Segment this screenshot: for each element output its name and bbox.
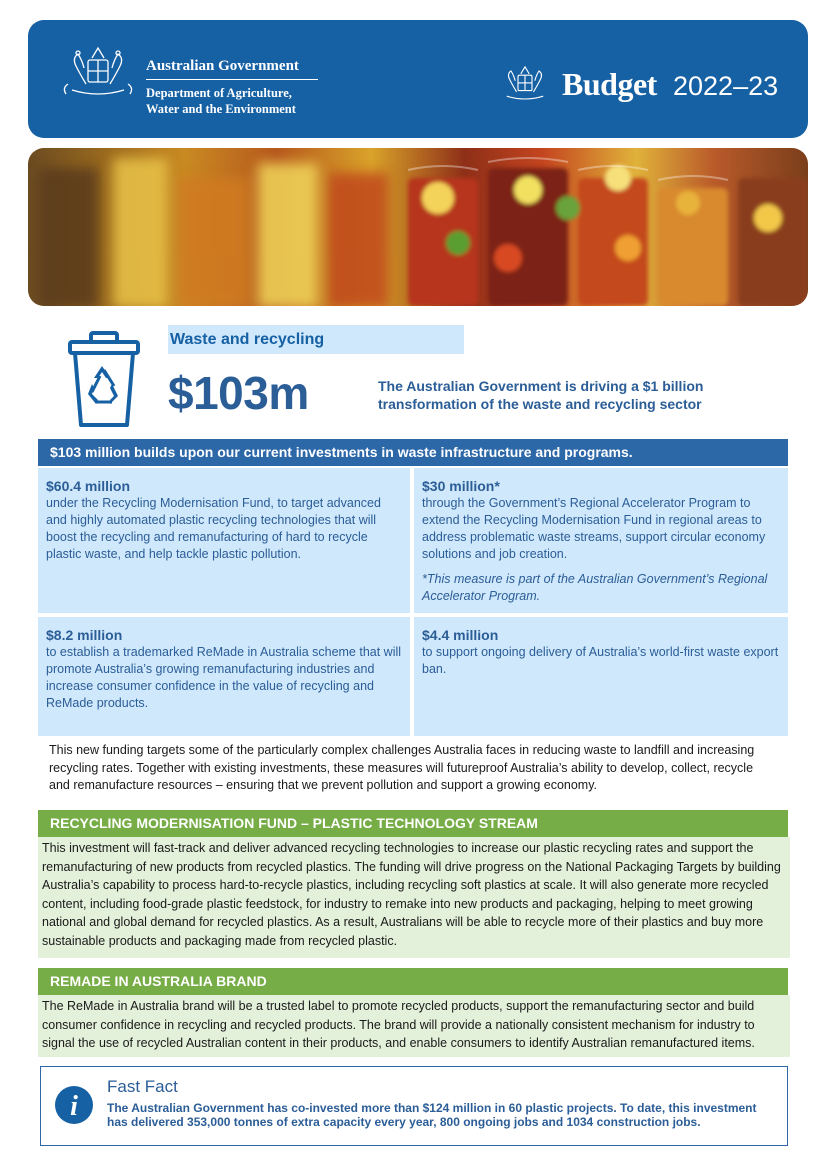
measure-description: to support ongoing delivery of Australia’s world-first waste export ban. [422,645,779,676]
fast-fact-box [40,1066,788,1146]
government-identity [146,58,318,117]
measure-footnote: *This measure is part of the Australian Government’s Regional Accelerator Program. [422,572,768,603]
measure-description: under the Recycling Modernisation Fund, to target advanced and highly automated plastic recycling technologies that will boost the recycling and remanufacturing of hard to recycle plastic waste, and help tackle plastic pollution. [46,496,381,561]
fast-fact-title: Fast Fact [107,1077,178,1096]
info-icon [54,1085,94,1130]
department-name [146,85,318,117]
measure-description: to establish a trademarked ReMade in Australia scheme that will promote Australia’s growing remanufacturing industries and increase consumer confidence in the value of recycling and ReMade products. [46,645,402,710]
coat-of-arms-small-icon [496,64,554,106]
header-banner [28,20,808,138]
rmf-body: This investment will fast-track and deliver advanced recycling technologies to increase our plastic recycling rates and support the remanufacturing of new products from recycled plastics. The funding will drive progress on the National Packaging Targets by building Australia’s capability to process hard-to-recycle plastics, including recycling soft plastics at scale. It will also generate more recycled content, including food-grade plastic feedstock, for industry to remake into new products and packaging, helping to meet growing national and global demand for recycled plastics. As a result, Australians will be able to recycle more of their plastics and buy more sustainable products and packaging made from recycled plastic. [38,837,790,958]
department-line-1: Department of Agriculture, [146,86,292,100]
remade-body: The ReMade in Australia brand will be a trusted label to promote recycled products, support the remanufacturing sector and build consumer confidence in recycling and recycled products. The brand will provide a nationally consistent mechanism for industry to signal the use of recycled Australian content in their products, and enable consumers to identify Australian remanufactured items. [38,995,790,1057]
budget-year: 2022–23 [673,71,779,101]
fast-fact-text: The Australian Government has co-invested more than $124 million in 60 plastic projects. To date, this investment has delivered 353,000 tonnes of extra capacity every year, 800 ongoing jobs and 1034 construction jobs. [107,1101,757,1129]
svg-text:i: i [70,1091,78,1122]
measure-card [38,468,410,613]
department-line-2: Water and the Environment [146,102,296,116]
measure-amount: $60.4 million [46,478,131,494]
government-title: Australian Government [146,58,318,80]
measure-card [414,468,788,613]
fruit-cups-illustration [28,148,808,306]
section-tag: Waste and recycling [168,325,464,354]
measure-description: through the Government’s Regional Accelerator Program to extend the Recycling Modernisation Fund in regional areas to address problematic waste streams, support circular economy solutions and job creation. [422,496,766,561]
headline-tagline: The Australian Government is driving a $1 billion transformation of the waste and recycling sector [378,378,704,412]
rmf-heading: RECYCLING MODERNISATION FUND – PLASTIC TECHNOLOGY STREAM [38,810,788,837]
measure-card [414,617,788,736]
recycling-bin-icon [66,330,142,435]
intro-paragraph: This new funding targets some of the particularly complex challenges Australia faces in reducing waste to landfill and increasing recycling rates. Together with existing investments, these measures will futureproof Australia’s ability to develop, collect, recycle and remanufacture resources – ensuring that we prevent pollution and support a growing economy. [49,743,755,792]
measure-amount: $8.2 million [46,627,123,643]
summary-bar: $103 million builds upon our current investments in waste infrastructure and programs. [38,439,788,466]
measure-amount: $30 million* [422,478,500,494]
measure-amount: $4.4 million [422,627,499,643]
remade-heading: REMADE IN AUSTRALIA BRAND [38,968,788,995]
headline-amount: $103m [168,367,309,419]
hero-image [28,148,808,306]
coat-of-arms-icon [58,44,138,104]
budget-title: Budget [562,66,657,102]
measure-card [38,617,410,736]
